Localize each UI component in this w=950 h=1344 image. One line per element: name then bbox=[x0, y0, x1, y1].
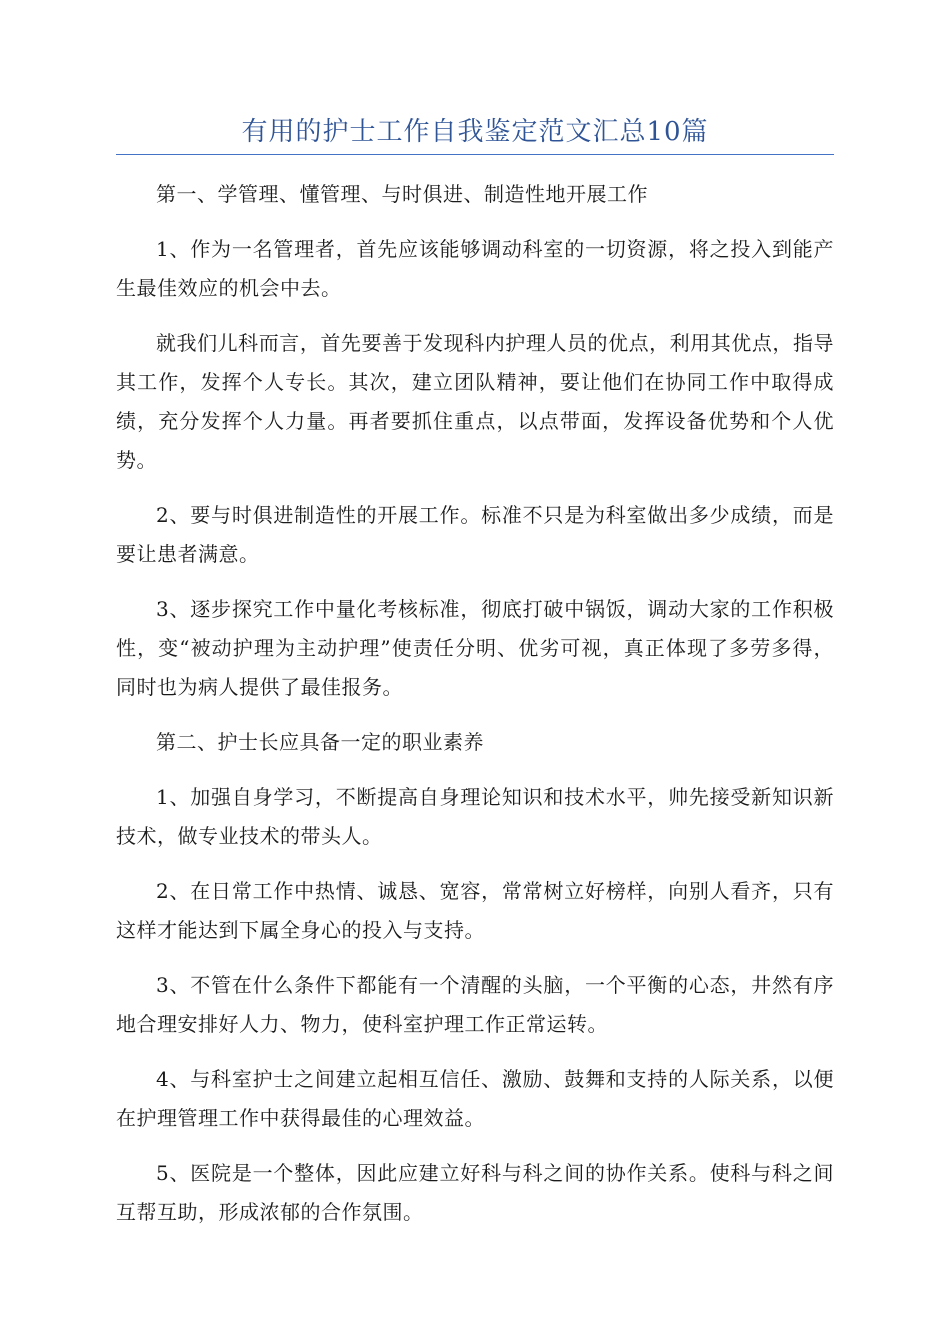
paragraph: 4、与科室护士之间建立起相互信任、激励、鼓舞和支持的人际关系，以便在护理管理工作中获得最佳的心理效益。 bbox=[116, 1067, 834, 1130]
paragraph: 1、作为一名管理者，首先应该能够调动科室的一切资源，将之投入到能产生最佳效应的机会中去。 bbox=[116, 237, 834, 300]
document-body bbox=[116, 175, 834, 1248]
paragraph: 2、在日常工作中热情、诚恳、宽容，常常树立好榜样，向别人看齐，只有这样才能达到下属全身心的投入与支持。 bbox=[116, 879, 834, 942]
section-heading-1: 第一、学管理、懂管理、与时俱进、制造性地开展工作 bbox=[156, 182, 648, 206]
section-heading-2: 第二、护士长应具备一定的职业素养 bbox=[156, 730, 484, 754]
paragraph: 1、加强自身学习，不断提高自身理论知识和技术水平，帅先接受新知识新技术，做专业技术的带头人。 bbox=[116, 785, 834, 848]
title-underline bbox=[116, 154, 834, 155]
paragraph: 5、医院是一个整体，因此应建立好科与科之间的协作关系。使科与科之间互帮互助，形成浓郁的合作氛围。 bbox=[116, 1161, 834, 1224]
paragraph: 就我们儿科而言，首先要善于发现科内护理人员的优点，利用其优点，指导其工作，发挥个人专长。其次，建立团队精神，要让他们在协同工作中取得成绩，充分发挥个人力量。再者要抓住重点，以点带面，发挥设备优势和个人优势。 bbox=[116, 331, 834, 472]
paragraph: 3、不管在什么条件下都能有一个清醒的头脑，一个平衡的心态，井然有序地合理安排好人力、物力，使科室护理工作正常运转。 bbox=[116, 973, 834, 1036]
paragraph: 2、要与时俱进制造性的开展工作。标准不只是为科室做出多少成绩，而是要让患者满意。 bbox=[116, 503, 834, 566]
document-title: 有用的护士工作自我鉴定范文汇总10篇 bbox=[241, 117, 709, 147]
paragraph: 3、逐步探究工作中量化考核标准，彻底打破中锅饭，调动大家的工作积极性，变“被动护理为主动护理”使责任分明、优劣可视，真正体现了多劳多得，同时也为病人提供了最佳报务。 bbox=[116, 597, 834, 699]
